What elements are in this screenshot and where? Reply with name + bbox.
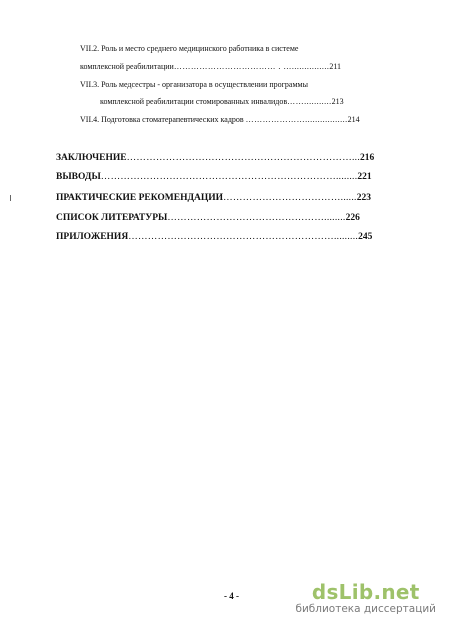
watermark-subtitle: библиотека диссертаций [295,603,436,615]
toc-page-number: 214 [347,115,360,124]
toc-main-title: ПРАКТИЧЕСКИЕ РЕКОМЕНДАЦИИ [56,193,224,203]
toc-leader-dots: ……………………………………………………………... [126,153,361,163]
toc-main-title: СПИСОК ЛИТЕРАТУРЫ [56,213,168,223]
toc-page-number: 216 [360,153,375,163]
toc-entry-vii-2-line2 [80,62,410,72]
page-number: - 4 - [224,591,239,601]
logo-main: dsLib [311,580,374,604]
toc-entry-vii-3-line1: VII.3. Роль медсестры - организатора в осуществлении программы [80,80,308,89]
toc-main-entry-appendices [56,231,416,243]
toc-page-number: 213 [331,97,344,106]
logo-dot: . [373,580,382,604]
scan-mark [10,195,11,201]
toc-entry-vii-2-line1: VII.2. Роль и место среднего медицинского работника в системе [80,44,299,53]
toc-page-number: 211 [329,62,342,71]
toc-leader-dots: ……........... [287,97,332,106]
toc-page-number: 245 [358,232,373,242]
toc-leader-dots: ……………………………… . …............... [173,62,330,71]
toc-entry-text: комплексной реабилитации [80,62,174,71]
dslib-watermark[interactable] [295,581,436,615]
toc-entry-vii-3-line2 [100,97,410,107]
toc-main-title: ВЫВОДЫ [56,172,101,182]
toc-leader-dots: …………………………………………........ [167,213,346,223]
toc-main-title: ПРИЛОЖЕНИЯ [56,232,129,242]
toc-leader-dots: ………………………………...... [223,193,357,203]
toc-entry-text: VII.4. Подготовка стоматерапевтических кадров [80,115,244,124]
toc-page-number: 223 [356,193,371,203]
toc-main-entry-recommendations [56,192,416,204]
toc-page-number: 221 [357,172,372,182]
toc-leader-dots: ………………………………………………………………........ [100,172,358,182]
toc-main-entry-conclusion [56,152,416,164]
toc-main-title: ЗАКЛЮЧЕНИЕ [56,153,127,163]
toc-leader-dots: …………………................. [245,115,348,124]
toc-entry-text: комплексной реабилитации стомированных инвалидов [100,97,288,106]
toc-main-entry-findings [56,171,416,183]
toc-main-entry-references [56,212,416,224]
dslib-logo[interactable] [295,581,436,603]
toc-page-number: 226 [345,213,360,223]
toc-entry-vii-4-line1 [80,115,410,125]
toc-leader-dots: ………………………………………………………......... [128,232,359,242]
logo-tld: net [381,580,420,604]
